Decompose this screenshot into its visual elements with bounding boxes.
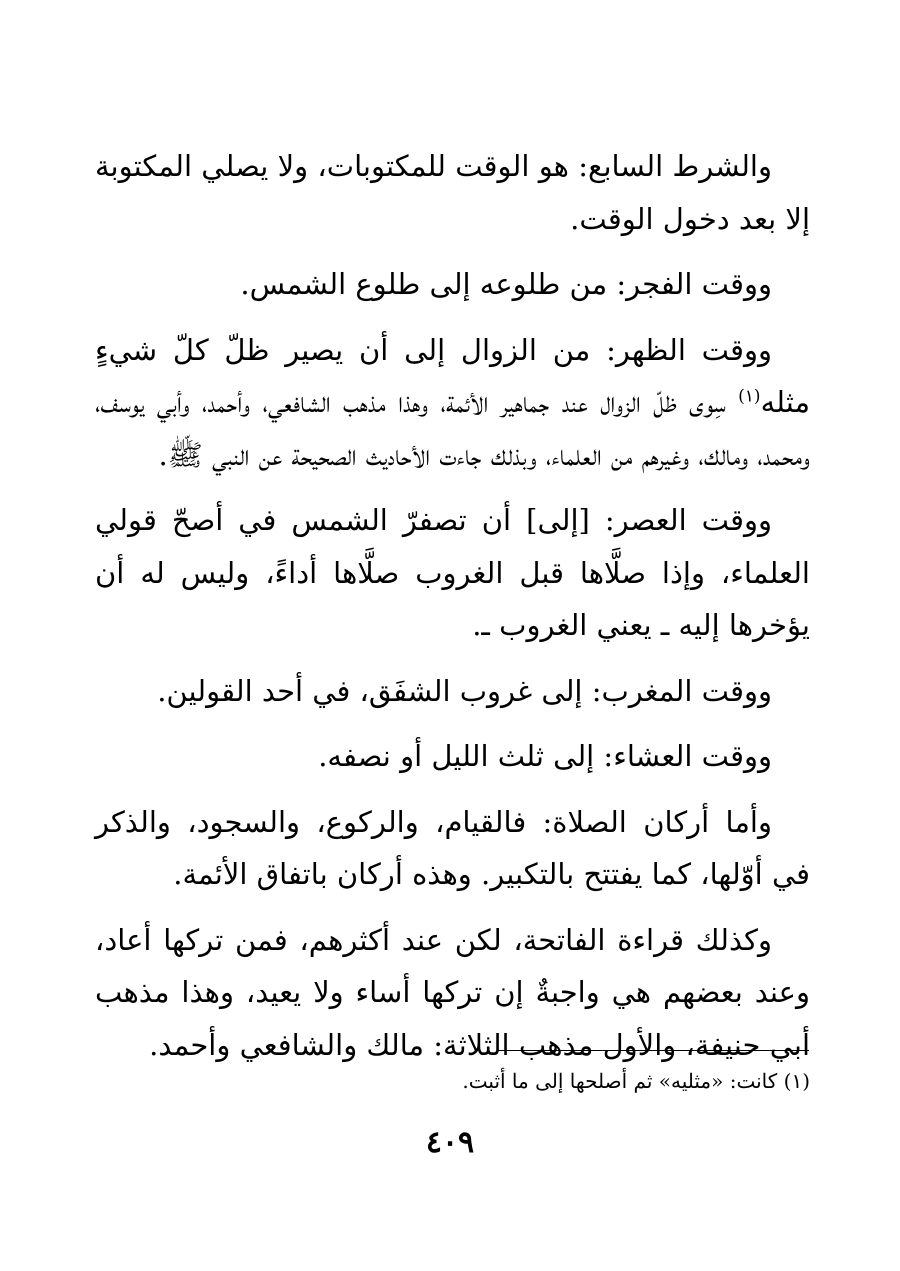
paragraph-maghrib-time: ووقت المغرب: إلى غروب الشفَق، في أحد القولين.: [157, 673, 772, 708]
main-text: [95, 140, 810, 1084]
paragraph-seventh-condition: والشرط السابع: هو الوقت للمكتوبات، ولا يصلي المكتوبة إلا بعد دخول الوقت.: [95, 149, 810, 236]
dhuhr-text-start: ووقت الظهر: من الزوال إلى أن يصير ظلّ كلّ شيءٍ مثله: [95, 332, 810, 419]
paragraph-fatiha-recitation: وكذلك قراءة الفاتحة، لكن عند أكثرهم، فمن تركها أعاد، وعند بعضهم هي واجبةٌ إن تركها أساء ولا يعيد، وهذا مذهب أبي حنيفة، والأول مذهب الثلاثة: مالك والشافعي وأحمد.: [95, 922, 810, 1062]
dhuhr-text-end: سِوى ظلّ الزوال عند جماهير الأئمة، وهذا مذهب الشافعي، وأحمد، وأبي يوسف، ومحمد، ومالك، وغيرهم من العلماء، وبذلك جاءت الأحاديث الصحيحة عن النبي ﷺ.: [95, 385, 810, 472]
paragraph-isha-time: ووقت العشاء: إلى ثلث الليل أو نصفه.: [318, 739, 772, 773]
paragraph-prayer-pillars: وأما أركان الصلاة: فالقيام، والركوع، والسجود، والذكر في أوّلها، كما يفتتح بالتكبير. وهذه أركان باتفاق الأئمة.: [95, 804, 810, 891]
footnote-divider: [497, 1050, 809, 1051]
paragraph-asr-time: ووقت العصر: [إلى] أن تصفرّ الشمس في أصحّ قولي العلماء، وإذا صلَّاها قبل الغروب صلَّاها أداءً، وليس له أن يؤخرها إليه ـ يعني الغروب ـ.: [95, 503, 810, 642]
paragraph-dhuhr-time: [95, 324, 810, 482]
paragraph-fajr-time: ووقت الفجر: من طلوعه إلى طلوع الشمس.: [240, 267, 772, 301]
footnote-marker: (١): [738, 386, 761, 407]
footnote: (١) كانت: «مثليه» ثم أصلحها إلى ما أثبت.: [462, 1069, 810, 1093]
page-number: ٤٠٩: [425, 1125, 475, 1160]
